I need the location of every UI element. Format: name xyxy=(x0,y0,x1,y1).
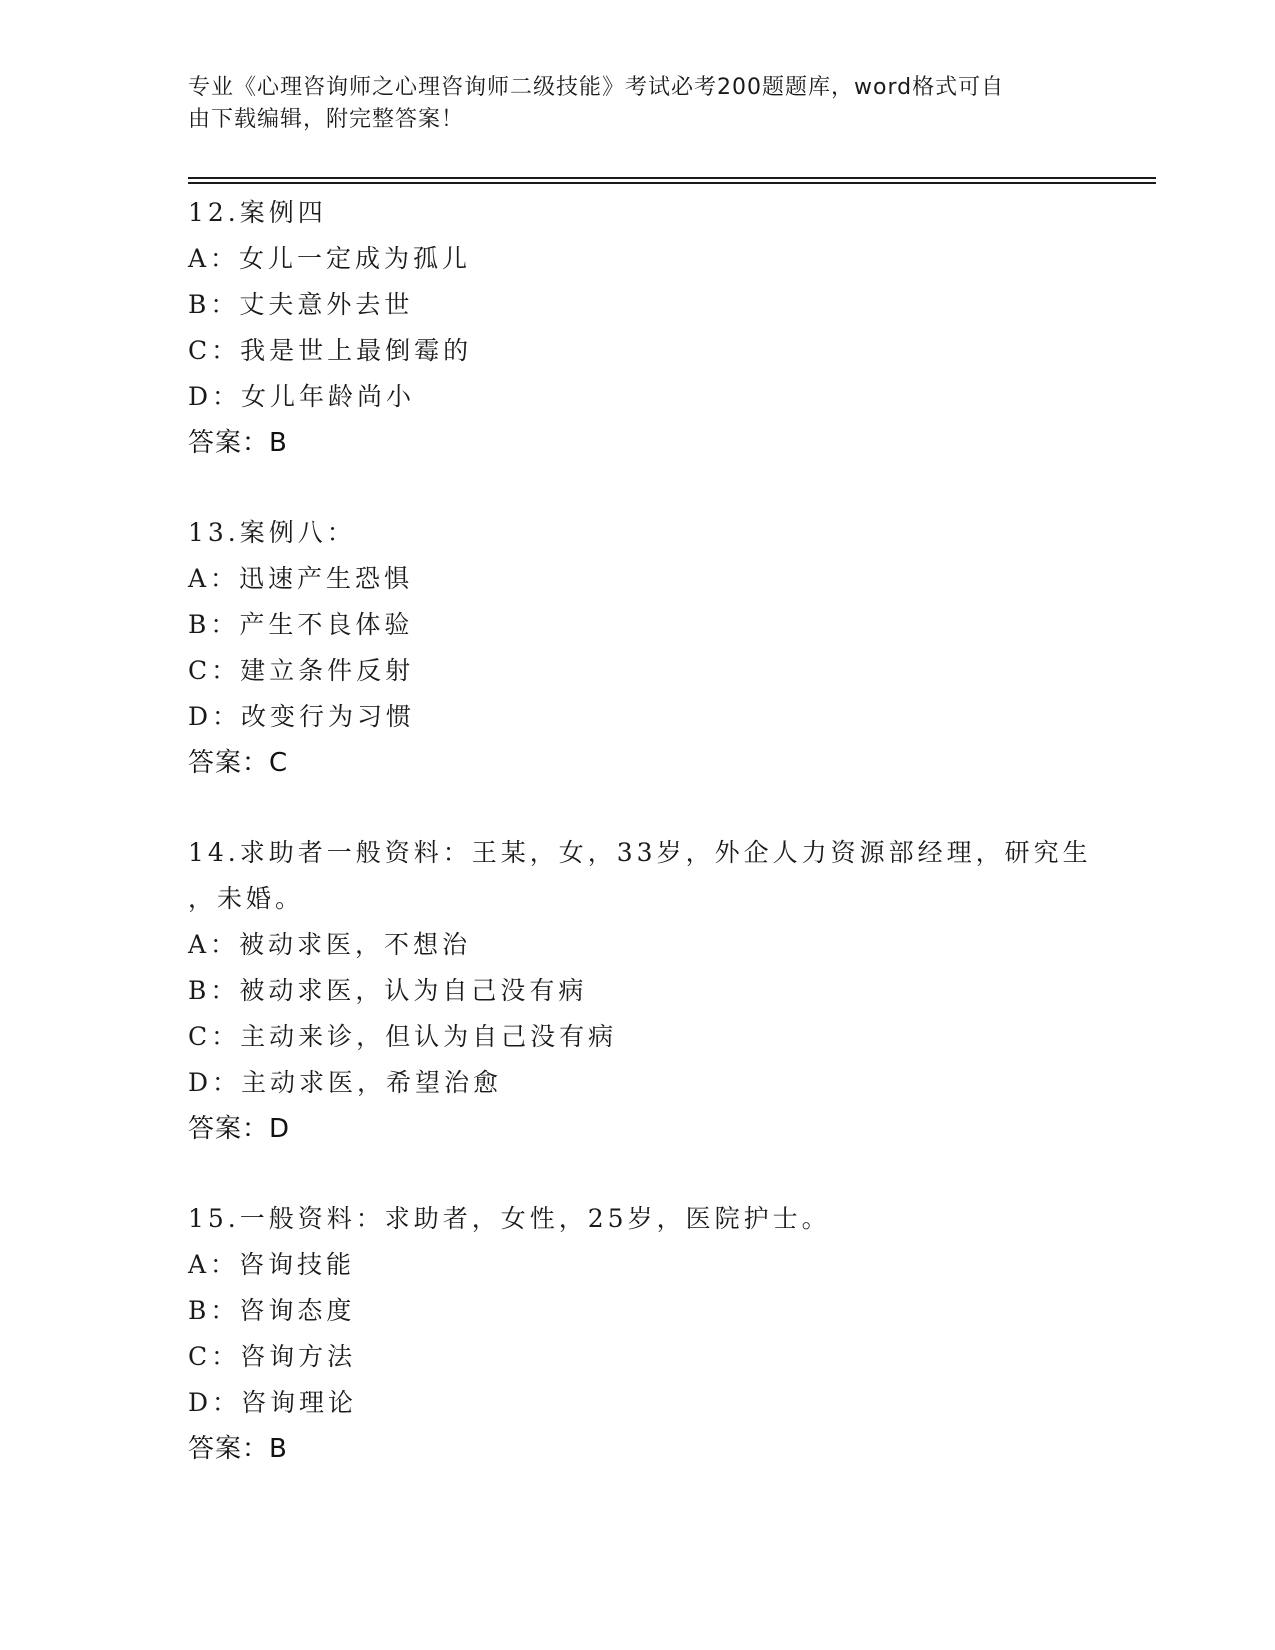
option-c: C：建立条件反射 xyxy=(188,656,415,685)
header-divider-bottom xyxy=(188,182,1156,184)
question-13 xyxy=(188,510,1088,786)
answer-line: 答案：C xyxy=(188,748,289,778)
question-15 xyxy=(188,1196,1088,1472)
option-d: D：咨询理论 xyxy=(188,1388,358,1417)
answer-line: 答案：B xyxy=(188,428,288,458)
header-intro-line-2: 由下载编辑，附完整答案！ xyxy=(188,107,465,132)
header-intro-line-1: 专业《心理咨询师之心理咨询师二级技能》考试必考200题题库，word格式可自 xyxy=(188,75,1005,100)
option-a: A：女儿一定成为孤儿 xyxy=(188,244,472,273)
option-a: A：被动求医，不想治 xyxy=(188,930,472,959)
option-b: B：丈夫意外去世 xyxy=(188,290,414,319)
option-a: A：咨询技能 xyxy=(188,1250,356,1279)
option-c: C：咨询方法 xyxy=(188,1342,357,1371)
option-b: B：被动求医，认为自己没有病 xyxy=(188,976,588,1005)
question-14 xyxy=(188,830,1092,1152)
document-header xyxy=(188,72,1068,136)
question-stem: 12.案例四 xyxy=(188,198,327,227)
question-stem: 15.一般资料：求助者，女性，25岁，医院护士。 xyxy=(188,1204,831,1233)
option-c: C：我是世上最倒霉的 xyxy=(188,336,473,365)
question-list xyxy=(188,190,1092,1516)
header-divider-top xyxy=(188,177,1156,179)
answer-line: 答案：B xyxy=(188,1434,288,1464)
question-12 xyxy=(188,190,1088,466)
question-stem: 13.案例八： xyxy=(188,518,356,547)
option-a: A：迅速产生恐惧 xyxy=(188,564,414,593)
question-stem-continuation: ，未婚。 xyxy=(188,884,305,913)
answer-line: 答案：D xyxy=(188,1114,291,1144)
option-c: C：主动来诊，但认为自己没有病 xyxy=(188,1022,618,1051)
option-d: D：改变行为习惯 xyxy=(188,702,416,731)
question-stem: 14.求助者一般资料：王某，女，33岁，外企人力资源部经理，研究生 xyxy=(188,838,1092,867)
option-d: D：女儿年龄尚小 xyxy=(188,382,416,411)
option-b: B：产生不良体验 xyxy=(188,610,414,639)
option-d: D：主动求医，希望治愈 xyxy=(188,1068,503,1097)
option-b: B：咨询态度 xyxy=(188,1296,356,1325)
